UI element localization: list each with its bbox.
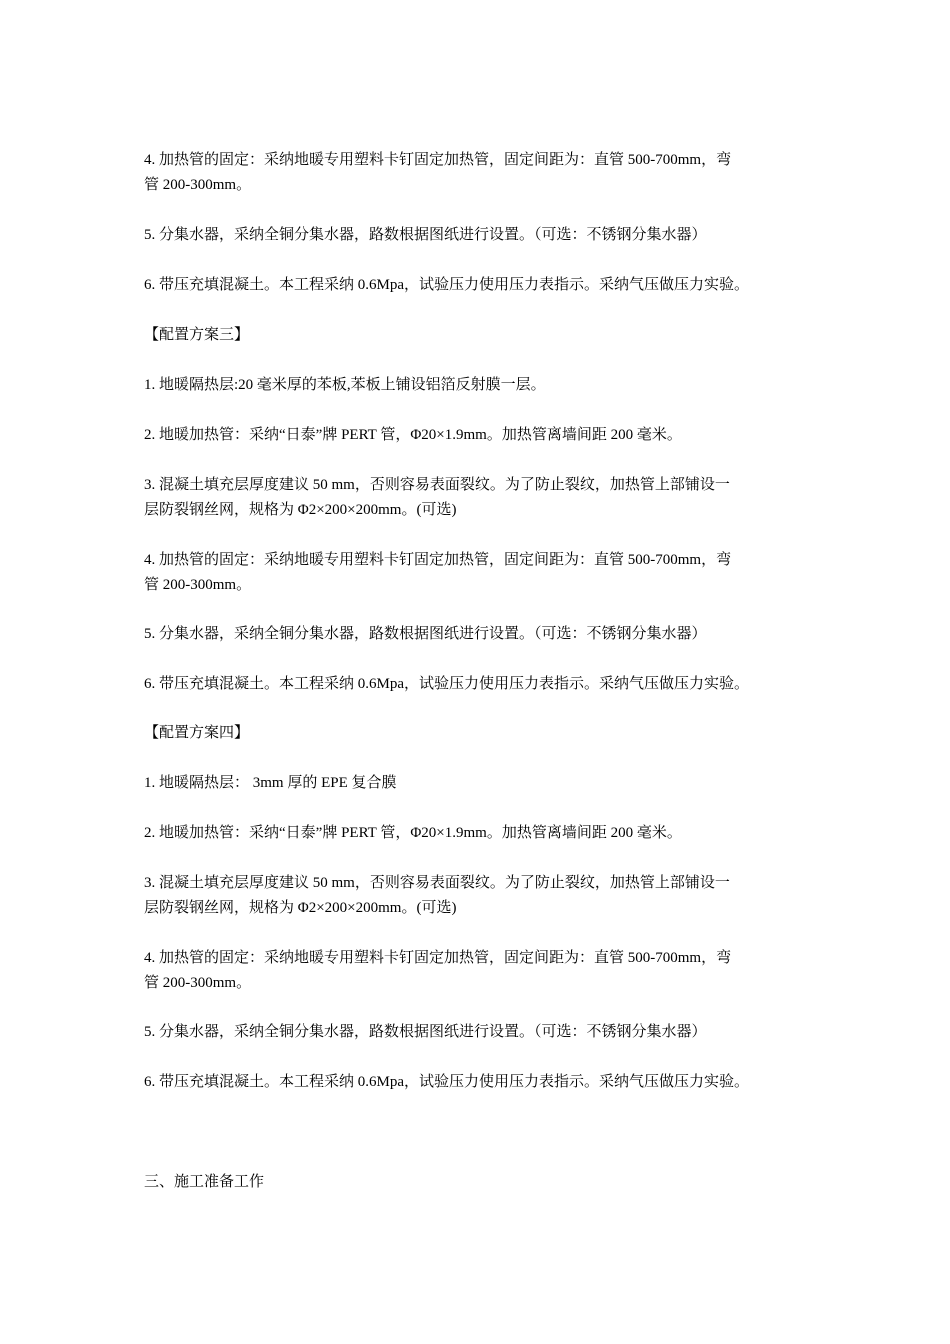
paragraph-pressure-3 <box>144 672 814 697</box>
paragraph-fixing-3 <box>144 548 814 598</box>
paragraph-line: 4. 加热管的固定：采纳地暖专用塑料卡钉固定加热管，固定间距为：直管 500-700mm，弯 <box>144 950 732 966</box>
paragraph-line: 2. 地暖加热管：采纳“日泰”牌 PERT 管，Φ20×1.9mm。加热管离墙间距 200 毫米。 <box>144 427 682 443</box>
paragraph-fixing-1 <box>144 148 814 198</box>
paragraph-line: 4. 加热管的固定：采纳地暖专用塑料卡钉固定加热管，固定间距为：直管 500-700mm，弯 <box>144 552 732 568</box>
paragraph-line: 6. 带压充填混凝土。本工程采纳 0.6Mpa，试验压力使用压力表指示。采纳气压做压力实验。 <box>144 1074 749 1090</box>
paragraph-fixing-4 <box>144 946 814 996</box>
paragraph-pressure-1 <box>144 273 814 298</box>
paragraph-line: 6. 带压充填混凝土。本工程采纳 0.6Mpa，试验压力使用压力表指示。采纳气压做压力实验。 <box>144 277 749 293</box>
paragraph-line: 6. 带压充填混凝土。本工程采纳 0.6Mpa，试验压力使用压力表指示。采纳气压做压力实验。 <box>144 676 749 692</box>
heading-line: 【配置方案四】 <box>144 725 250 741</box>
paragraph-line: 管 200-300mm。 <box>144 177 252 193</box>
paragraph-concrete-3 <box>144 473 814 523</box>
section-heading-scheme-3 <box>144 323 814 348</box>
paragraph-manifold-4 <box>144 1020 814 1045</box>
section-heading-construction-prep <box>144 1170 814 1195</box>
paragraph-line: 1. 地暖隔热层:20 毫米厚的苯板,苯板上铺设铝箔反射膜一层。 <box>144 377 546 393</box>
paragraph-line: 5. 分集水器，采纳全铜分集水器，路数根据图纸进行设置。（可选：不锈钢分集水器） <box>144 227 707 243</box>
paragraph-line: 管 200-300mm。 <box>144 975 252 991</box>
paragraph-insulation-3 <box>144 373 814 398</box>
heading-line: 三、施工准备工作 <box>144 1174 265 1190</box>
paragraph-line: 5. 分集水器，采纳全铜分集水器，路数根据图纸进行设置。（可选：不锈钢分集水器） <box>144 1024 707 1040</box>
paragraph-line: 管 200-300mm。 <box>144 577 252 593</box>
paragraph-line: 5. 分集水器，采纳全铜分集水器，路数根据图纸进行设置。（可选：不锈钢分集水器） <box>144 626 707 642</box>
paragraph-line: 3. 混凝土填充层厚度建议 50 mm，否则容易表面裂纹。为了防止裂纹，加热管上部铺设一 <box>144 477 730 493</box>
section-heading-scheme-4 <box>144 721 814 746</box>
paragraph-manifold-1 <box>144 223 814 248</box>
paragraph-line: 3. 混凝土填充层厚度建议 50 mm，否则容易表面裂纹。为了防止裂纹，加热管上部铺设一 <box>144 875 730 891</box>
paragraph-line: 层防裂钢丝网，规格为 Φ2×200×200mm。(可选) <box>144 502 457 518</box>
heading-line: 【配置方案三】 <box>144 327 250 343</box>
paragraph-line: 4. 加热管的固定：采纳地暖专用塑料卡钉固定加热管，固定间距为：直管 500-700mm，弯 <box>144 152 732 168</box>
paragraph-insulation-4 <box>144 771 814 796</box>
paragraph-pipe-4 <box>144 821 814 846</box>
paragraph-pipe-3 <box>144 423 814 448</box>
paragraph-line: 2. 地暖加热管：采纳“日泰”牌 PERT 管，Φ20×1.9mm。加热管离墙间距 200 毫米。 <box>144 825 682 841</box>
paragraph-concrete-4 <box>144 871 814 921</box>
paragraph-line: 1. 地暖隔热层： 3mm 厚的 EPE 复合膜 <box>144 775 397 791</box>
paragraph-pressure-4 <box>144 1070 814 1095</box>
paragraph-manifold-3 <box>144 622 814 647</box>
paragraph-line: 层防裂钢丝网，规格为 Φ2×200×200mm。(可选) <box>144 900 457 916</box>
